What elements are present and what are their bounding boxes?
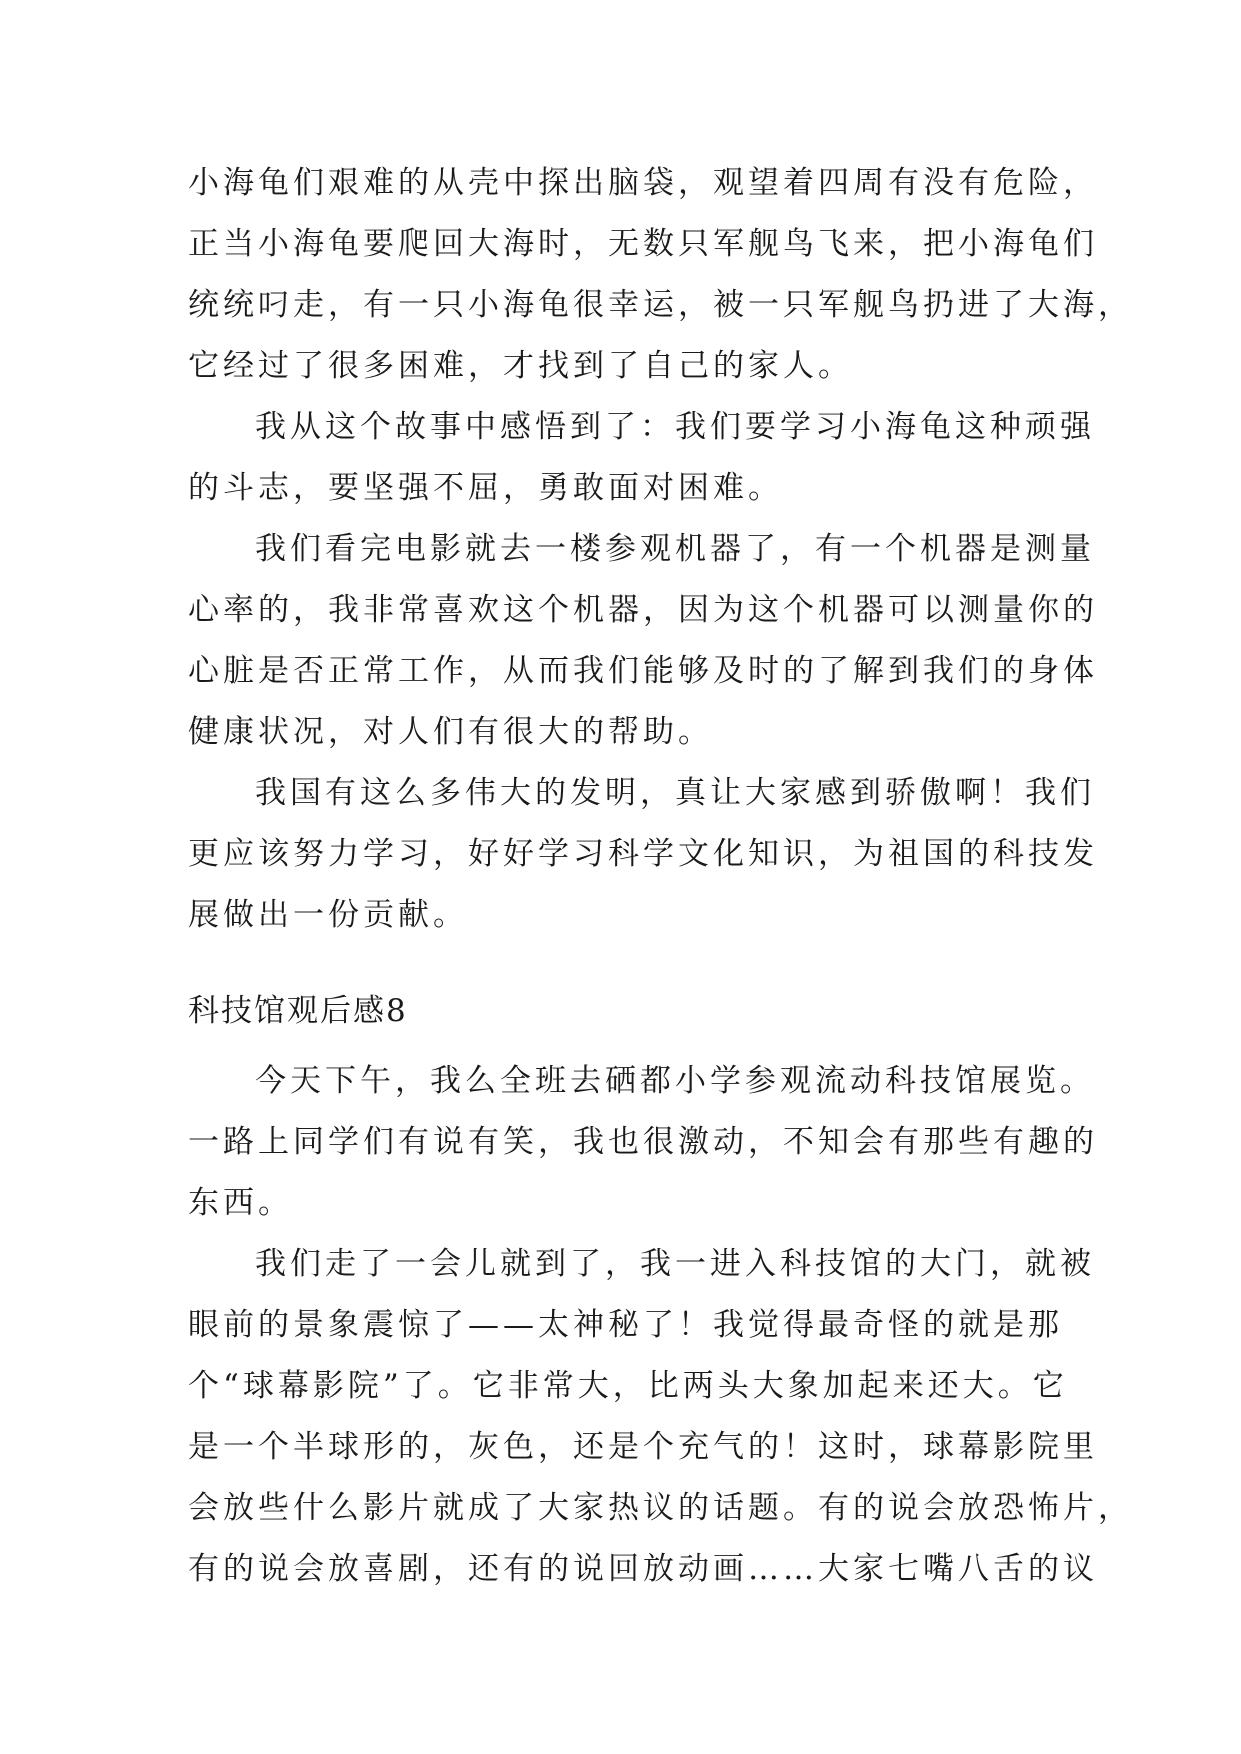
paragraph-first-line: 今天下午，我么全班去硒都小学参观流动科技馆展览。 (255, 1063, 1095, 1099)
paragraph-first-line: 我国有这么多伟大的发明，真让大家感到骄傲啊！我们 (255, 775, 1095, 811)
text-line: 的斗志，要坚强不屈，勇敢面对困难。 (188, 470, 783, 506)
text-line: 东西。 (188, 1185, 293, 1221)
text-line: 会放些什么影片就成了大家热议的话题。有的说会放恐怖片， (188, 1490, 1133, 1526)
text-line: 正当小海龟要爬回大海时，无数只军舰鸟飞来，把小海龟们 (188, 226, 1098, 262)
text-line: 是一个半球形的，灰色，还是个充气的！这时，球幕影院里 (188, 1429, 1098, 1465)
text-line: 健康状况，对人们有很大的帮助。 (188, 714, 713, 750)
text-line: 有的说会放喜剧，还有的说回放动画……大家七嘴八舌的议 (188, 1551, 1098, 1587)
text-line: 统统叼走，有一只小海龟很幸运，被一只军舰鸟扔进了大海， (188, 287, 1133, 323)
text-line: 小海龟们艰难的从壳中探出脑袋，观望着四周有没有危险， (188, 165, 1098, 201)
section-heading: 科技馆观后感8 (188, 993, 408, 1029)
text-line: 心脏是否正常工作，从而我们能够及时的了解到我们的身体 (188, 653, 1098, 689)
paragraph-first-line: 我们走了一会儿就到了，我一进入科技馆的大门，就被 (255, 1246, 1095, 1282)
paragraph-first-line: 我们看完电影就去一楼参观机器了，有一个机器是测量 (255, 531, 1095, 567)
text-line: 展做出一份贡献。 (188, 897, 468, 933)
text-line: 更应该努力学习，好好学习科学文化知识，为祖国的科技发 (188, 836, 1098, 872)
paragraph-first-line: 我从这个故事中感悟到了：我们要学习小海龟这种顽强 (255, 409, 1095, 445)
text-line: 一路上同学们有说有笑，我也很激动，不知会有那些有趣的 (188, 1124, 1098, 1160)
text-line: 眼前的景象震惊了——太神秘了！我觉得最奇怪的就是那 (188, 1307, 1063, 1343)
text-line: 个“球幕影院”了。它非常大，比两头大象加起来还大。它 (188, 1368, 1068, 1404)
text-line: 心率的，我非常喜欢这个机器，因为这个机器可以测量你的 (188, 592, 1098, 628)
text-line: 它经过了很多困难，才找到了自己的家人。 (188, 348, 853, 384)
